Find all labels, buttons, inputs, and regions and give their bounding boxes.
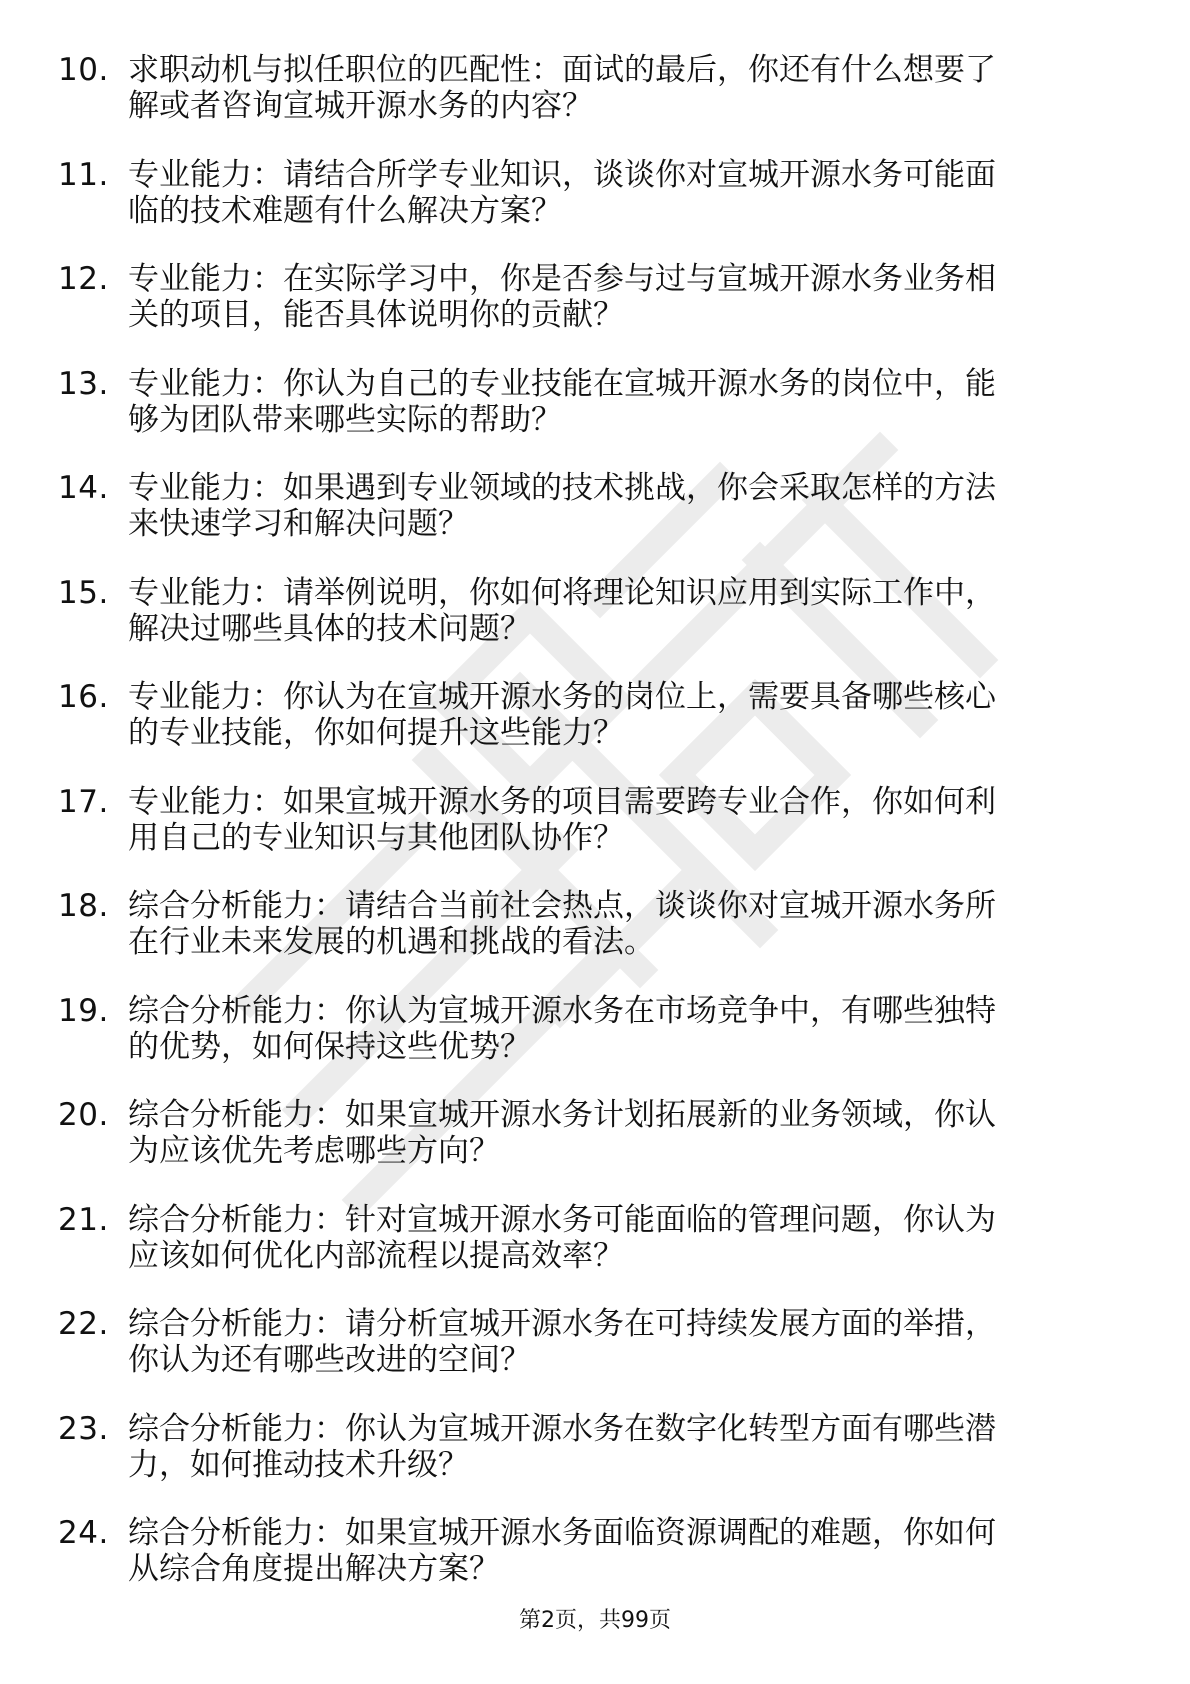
question-text-line: 从综合角度提出解决方案？	[128, 1551, 500, 1587]
question-text-line: 专业能力：请结合所学专业知识，谈谈你对宣城开源水务可能面	[128, 156, 996, 193]
question-text-line: 专业能力：你认为在宣城开源水务的岗位上，需要具备哪些核心	[128, 679, 996, 715]
question-text-line: 的优势，如何保持这些优势？	[128, 1028, 531, 1065]
question-item	[0, 993, 1190, 1098]
question-item	[0, 1411, 1190, 1516]
question-item	[0, 679, 1190, 784]
question-text-line: 综合分析能力：你认为宣城开源水务在数字化转型方面有哪些潜	[128, 1410, 996, 1447]
question-item	[0, 888, 1190, 993]
question-item	[0, 366, 1190, 471]
question-text-line: 综合分析能力：如果宣城开源水务计划拓展新的业务领域，你认	[128, 1097, 996, 1133]
question-number: 11.	[58, 156, 109, 193]
question-number: 18.	[58, 888, 109, 924]
question-number: 15.	[58, 574, 109, 611]
question-number: 17.	[58, 783, 109, 820]
question-text-line: 专业能力：在实际学习中，你是否参与过与宣城开源水务业务相	[128, 261, 996, 297]
question-text-line: 求职动机与拟任职位的匹配性：面试的最后，你还有什么想要了	[128, 52, 996, 88]
question-text-line: 应该如何优化内部流程以提高效率？	[128, 1237, 624, 1274]
question-number: 13.	[58, 365, 109, 402]
question-item	[0, 1306, 1190, 1411]
question-text-line: 的专业技能，你如何提升这些能力？	[128, 715, 624, 751]
question-item	[0, 1097, 1190, 1202]
question-text-line: 在行业未来发展的机遇和挑战的看法。	[128, 924, 655, 960]
question-text-line: 为应该优先考虑哪些方向？	[128, 1133, 500, 1169]
question-number: 14.	[58, 470, 109, 506]
question-item	[0, 575, 1190, 680]
question-number: 10.	[58, 52, 109, 88]
question-text-line: 来快速学习和解决问题？	[128, 506, 469, 542]
question-text-line: 临的技术难题有什么解决方案？	[128, 192, 562, 229]
question-text-line: 综合分析能力：如果宣城开源水务面临资源调配的难题，你如何	[128, 1515, 996, 1551]
question-text-line: 你认为还有哪些改进的空间？	[128, 1342, 531, 1378]
question-number: 23.	[58, 1410, 109, 1447]
question-number: 16.	[58, 679, 109, 715]
question-text-line: 解或者咨询宣城开源水务的内容？	[128, 88, 593, 124]
question-text-line: 专业能力：如果宣城开源水务的项目需要跨专业合作，你如何利	[128, 783, 996, 820]
question-item	[0, 261, 1190, 366]
question-number: 22.	[58, 1306, 109, 1342]
question-text-line: 综合分析能力：请结合当前社会热点，谈谈你对宣城开源水务所	[128, 888, 996, 924]
question-item	[0, 157, 1190, 262]
question-item	[0, 1202, 1190, 1307]
question-item	[0, 784, 1190, 889]
question-text-line: 专业能力：如果遇到专业领域的技术挑战，你会采取怎样的方法	[128, 470, 996, 506]
question-text-line: 综合分析能力：你认为宣城开源水务在市场竞争中，有哪些独特	[128, 992, 996, 1029]
question-number: 12.	[58, 261, 109, 297]
question-item	[0, 1515, 1190, 1620]
question-number: 21.	[58, 1201, 109, 1238]
question-item	[0, 470, 1190, 575]
question-text-line: 专业能力：请举例说明，你如何将理论知识应用到实际工作中，	[128, 574, 996, 611]
question-number: 19.	[58, 992, 109, 1029]
question-text-line: 解决过哪些具体的技术问题？	[128, 610, 531, 647]
page-footer: 第2页，共99页	[519, 1608, 671, 1633]
question-text-line: 关的项目，能否具体说明你的贡献？	[128, 297, 624, 333]
question-list	[0, 52, 1190, 1620]
question-text-line: 力，如何推动技术升级？	[128, 1446, 469, 1483]
question-text-line: 综合分析能力：请分析宣城开源水务在可持续发展方面的举措，	[128, 1306, 996, 1342]
question-text-line: 专业能力：你认为自己的专业技能在宣城开源水务的岗位中，能	[128, 365, 996, 402]
question-number: 20.	[58, 1097, 109, 1133]
question-text-line: 用自己的专业知识与其他团队协作？	[128, 819, 624, 856]
question-text-line: 综合分析能力：针对宣城开源水务可能面临的管理问题，你认为	[128, 1201, 996, 1238]
question-item	[0, 52, 1190, 157]
question-text-line: 够为团队带来哪些实际的帮助？	[128, 401, 562, 438]
question-number: 24.	[58, 1515, 109, 1551]
